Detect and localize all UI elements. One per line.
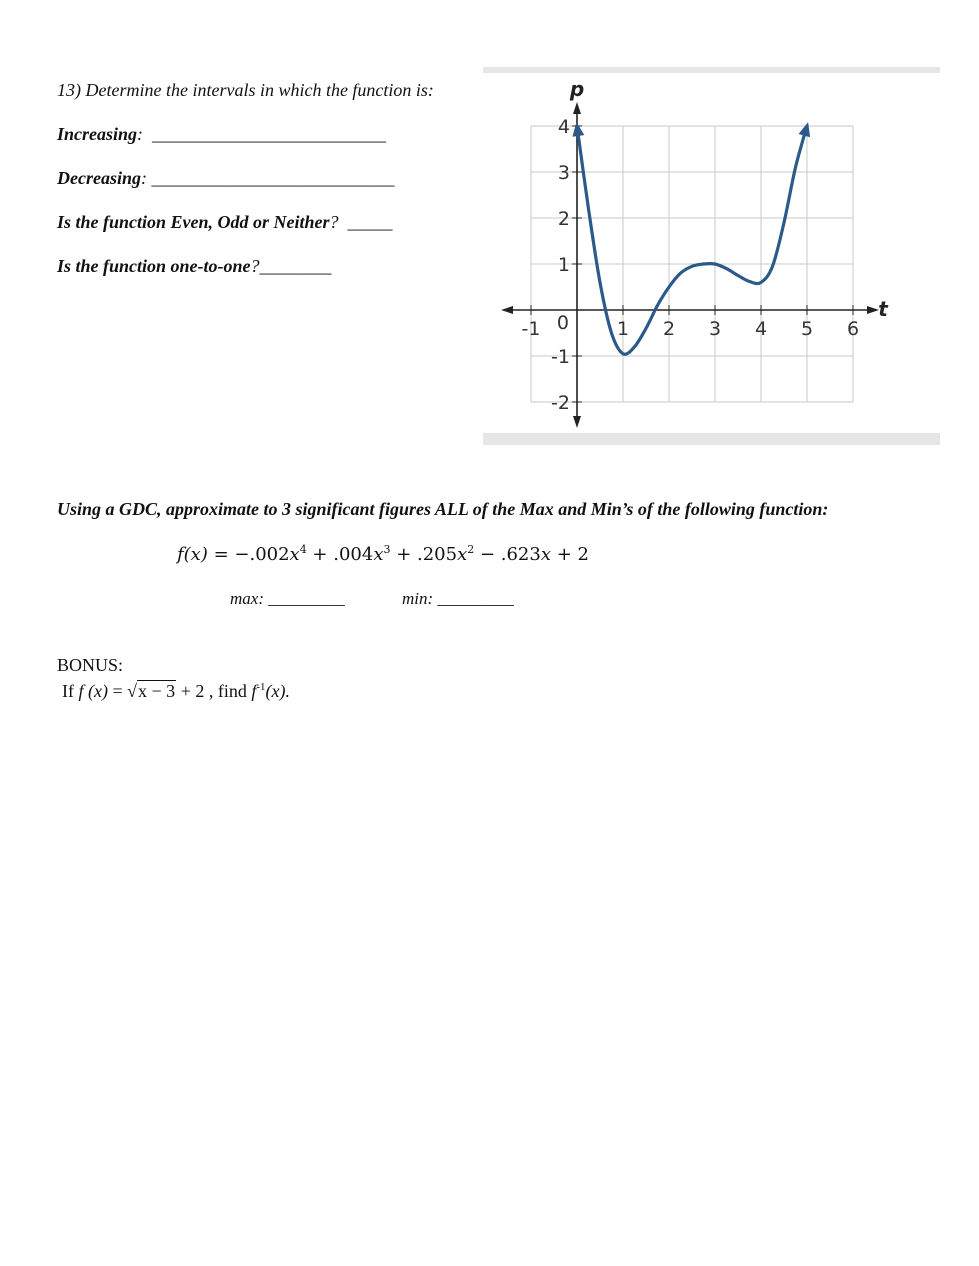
one-to-one-answer-blank[interactable]: ________ [259, 256, 332, 276]
origin-label: 0 [556, 312, 569, 334]
increasing-answer-blank[interactable]: __________________________ [152, 124, 387, 144]
y-axis-label: p [569, 77, 585, 101]
x-tick-label: 2 [662, 318, 676, 340]
y-axis-up-arrow [573, 102, 581, 114]
bonus-rest: + 2 , find [176, 681, 252, 701]
decreasing-punct: : [141, 168, 147, 188]
frame-bottom-bar [483, 433, 940, 445]
x-tick-label: 1 [616, 318, 630, 340]
x-tick-label: 4 [754, 318, 768, 340]
bonus-question [62, 681, 290, 702]
formula-exp-2: 3 [383, 543, 391, 556]
max-answer-blank[interactable]: _________ [268, 589, 345, 608]
sqrt-symbol: √ [127, 681, 138, 701]
max-line [230, 589, 345, 609]
y-tick-label: 3 [557, 162, 570, 184]
max-label: max: [230, 589, 264, 608]
function-graph [483, 67, 940, 445]
even-odd-answer-blank[interactable]: _____ [347, 212, 393, 232]
y-tick-label: 4 [557, 116, 570, 138]
one-to-one-punct: ? [250, 256, 260, 276]
formula-var-4: x [540, 544, 551, 565]
x-tick-label: 5 [800, 318, 814, 340]
curve-start-arrow [572, 122, 584, 137]
formula-var-1: x [289, 544, 300, 565]
bonus-heading: BONUS: [57, 655, 124, 675]
bonus-radicand: x − 3 [138, 681, 176, 701]
y-tick-label: 1 [557, 254, 570, 276]
decreasing-answer-blank[interactable]: ___________________________ [151, 168, 395, 188]
y-tick-label: -2 [551, 392, 570, 414]
bonus-finv-arg: (x). [265, 681, 291, 701]
even-odd-punct: ? [329, 212, 339, 232]
even-odd-label: Is the function Even, Odd or Neither [57, 212, 330, 232]
increasing-line [57, 124, 386, 145]
polynomial-formula [177, 543, 589, 565]
formula-var-3: x [457, 544, 468, 565]
function-curve [577, 126, 807, 354]
curve-end-arrow [799, 122, 811, 137]
decreasing-line [57, 168, 395, 189]
one-to-one-line [57, 256, 332, 277]
y-axis-down-arrow [573, 416, 581, 428]
decreasing-label: Decreasing [57, 168, 141, 188]
increasing-label: Increasing [57, 124, 138, 144]
increasing-punct: : [137, 124, 144, 144]
x-axis-label: t [878, 297, 888, 321]
x-tick-label: 3 [708, 318, 722, 340]
gdc-instruction: Using a GDC, approximate to 3 significant figures ALL of the Max and Min’s of the following function: [57, 499, 829, 519]
one-to-one-label: Is the function one-to-one [57, 256, 251, 276]
graph-figure [483, 67, 940, 445]
bonus-finv: f [251, 681, 257, 701]
bonus-if: If [62, 681, 79, 701]
formula-term-4: − .623 [474, 544, 541, 565]
frame-top-bar [483, 67, 940, 73]
bonus-inverse-exp: -1 [256, 681, 266, 693]
formula-term-3: + .205 [390, 544, 458, 565]
min-label: min: [402, 589, 434, 608]
min-line [402, 589, 514, 609]
x-axis-right-arrow [867, 306, 879, 314]
formula-lhs: f(x) [177, 544, 208, 565]
y-tick-label: 2 [557, 208, 570, 230]
formula-exp-1: 4 [299, 543, 307, 556]
x-axis-left-arrow [501, 306, 513, 314]
y-tick-label: -1 [551, 346, 570, 368]
formula-term-5: + 2 [551, 544, 589, 565]
formula-exp-3: 2 [467, 543, 475, 556]
x-tick-label: -1 [521, 318, 541, 340]
formula-var-2: x [373, 544, 384, 565]
x-tick-label: 6 [846, 318, 860, 340]
formula-term-2: + .004 [306, 544, 374, 565]
question-13-prompt: 13) Determine the intervals in which the function is: [57, 80, 434, 100]
bonus-equals: = [107, 681, 128, 701]
bonus-fx: f (x) [78, 681, 108, 701]
even-odd-line [57, 212, 393, 233]
formula-term-1: = −.002 [207, 544, 290, 565]
min-answer-blank[interactable]: _________ [437, 589, 514, 608]
